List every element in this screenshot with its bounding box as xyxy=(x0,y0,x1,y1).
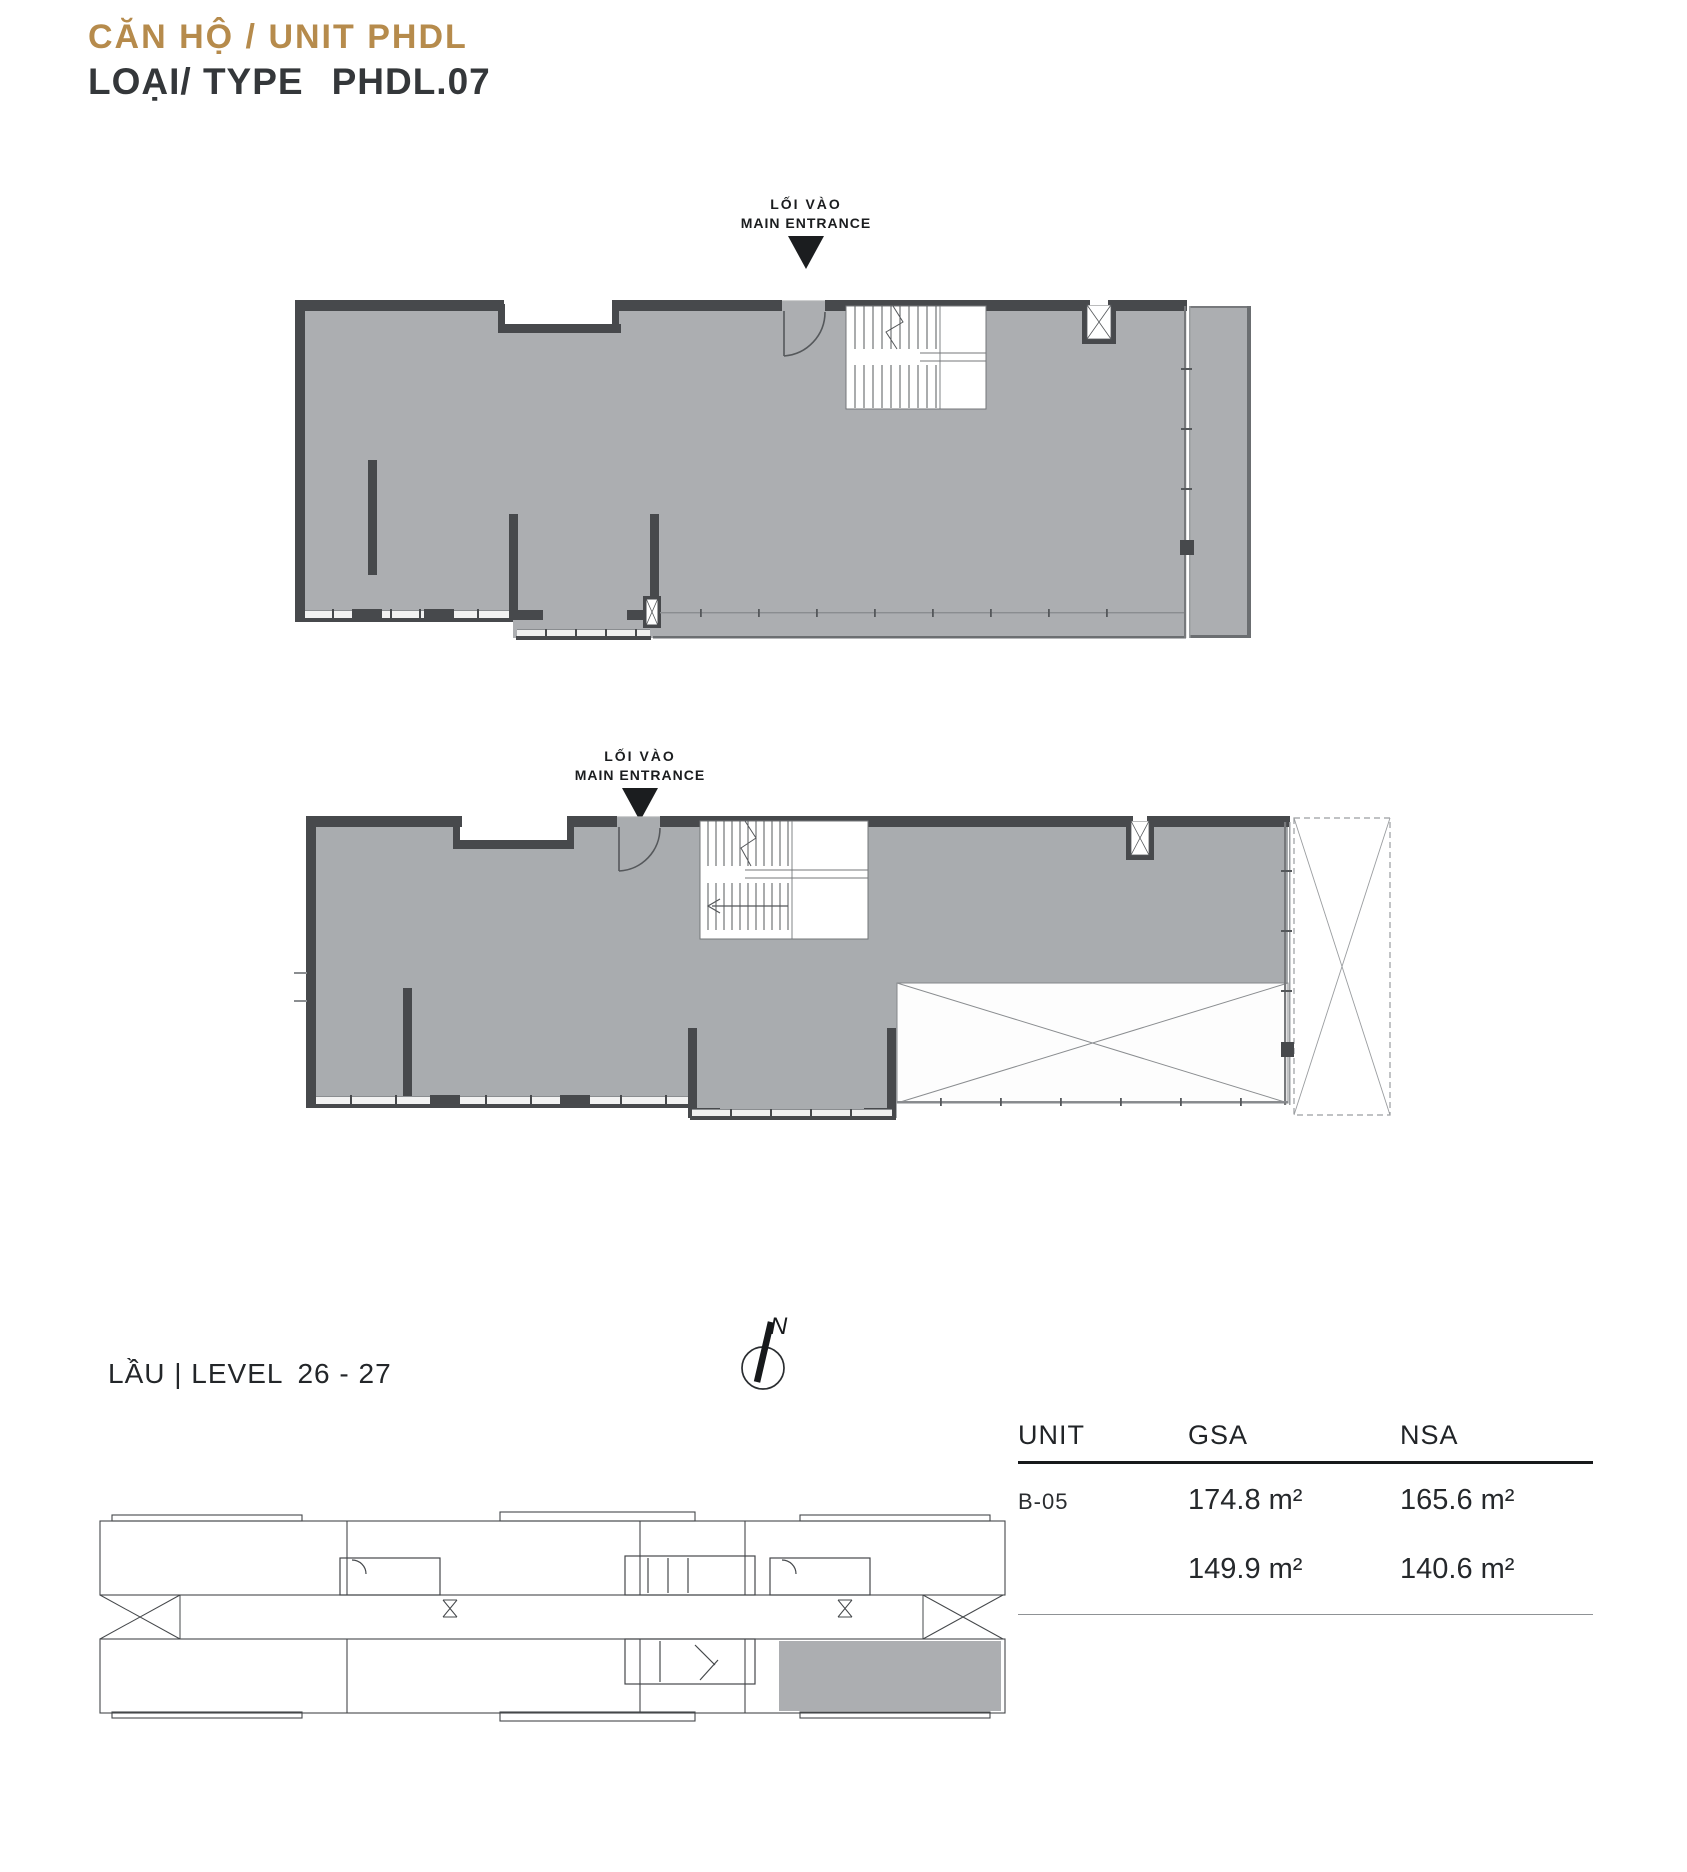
staircase xyxy=(700,821,868,939)
wall-tick xyxy=(294,1000,307,1002)
col-unit: UNIT xyxy=(1018,1420,1085,1450)
type-label: LOẠI/ TYPE xyxy=(88,61,304,102)
key-plan xyxy=(85,1500,1015,1755)
gsa-value: 149.9 m² xyxy=(1188,1553,1303,1585)
staircase xyxy=(846,306,986,409)
table-rule-thick xyxy=(1018,1461,1593,1464)
unit-id: B-05 xyxy=(1018,1489,1069,1514)
entrance-arrow-icon xyxy=(788,236,824,269)
small-shaft-icon xyxy=(643,596,661,628)
wall-tick xyxy=(294,972,307,974)
key-plan-corridor xyxy=(100,1595,1005,1639)
entrance-label-en: MAIN ENTRANCE xyxy=(574,767,706,783)
entrance-label-en: MAIN ENTRANCE xyxy=(740,215,872,231)
table-row xyxy=(1018,1484,1593,1517)
dashed-extension-area xyxy=(1294,818,1390,1115)
page-header xyxy=(88,18,491,103)
unit-type-line xyxy=(88,61,491,103)
table-rule-thin xyxy=(1018,1614,1593,1615)
void-opening xyxy=(897,983,1288,1103)
nsa-value: 165.6 m² xyxy=(1400,1484,1515,1516)
terrace-right xyxy=(1190,306,1251,638)
floor-plan-upper xyxy=(250,290,1260,655)
compass-north-label: N xyxy=(770,1313,788,1340)
facade-notch xyxy=(455,818,572,842)
north-needle-icon xyxy=(757,1322,771,1382)
col-nsa: NSA xyxy=(1400,1420,1459,1450)
elevator-shaft-icon xyxy=(1126,816,1154,860)
floor-area xyxy=(303,306,1186,638)
entry-vestibule xyxy=(617,817,660,825)
entrance-label-vn: LỐI VÀO xyxy=(770,196,842,212)
level-range: 26 - 27 xyxy=(297,1358,392,1389)
entrance-label-vn: LỐI VÀO xyxy=(604,748,676,764)
level-caption xyxy=(108,1358,392,1390)
compass-icon xyxy=(725,1300,815,1400)
type-value: PHDL.07 xyxy=(331,61,491,102)
page-title: CĂN HỘ / UNIT PHDL xyxy=(88,18,468,56)
table-row xyxy=(1018,1553,1593,1586)
level-label: LẦU | LEVEL xyxy=(108,1358,284,1389)
highlighted-unit xyxy=(779,1641,1001,1711)
entrance-label-upper xyxy=(666,196,946,269)
area-table xyxy=(1018,1420,1593,1615)
gsa-value: 174.8 m² xyxy=(1188,1484,1303,1516)
entry-vestibule xyxy=(782,301,825,309)
elevator-shaft-icon xyxy=(1082,300,1116,344)
facade-notch xyxy=(500,302,617,326)
col-gsa: GSA xyxy=(1188,1420,1249,1450)
area-table-header xyxy=(1018,1420,1593,1451)
nsa-value: 140.6 m² xyxy=(1400,1553,1515,1585)
floor-plan-lower xyxy=(290,808,1410,1133)
